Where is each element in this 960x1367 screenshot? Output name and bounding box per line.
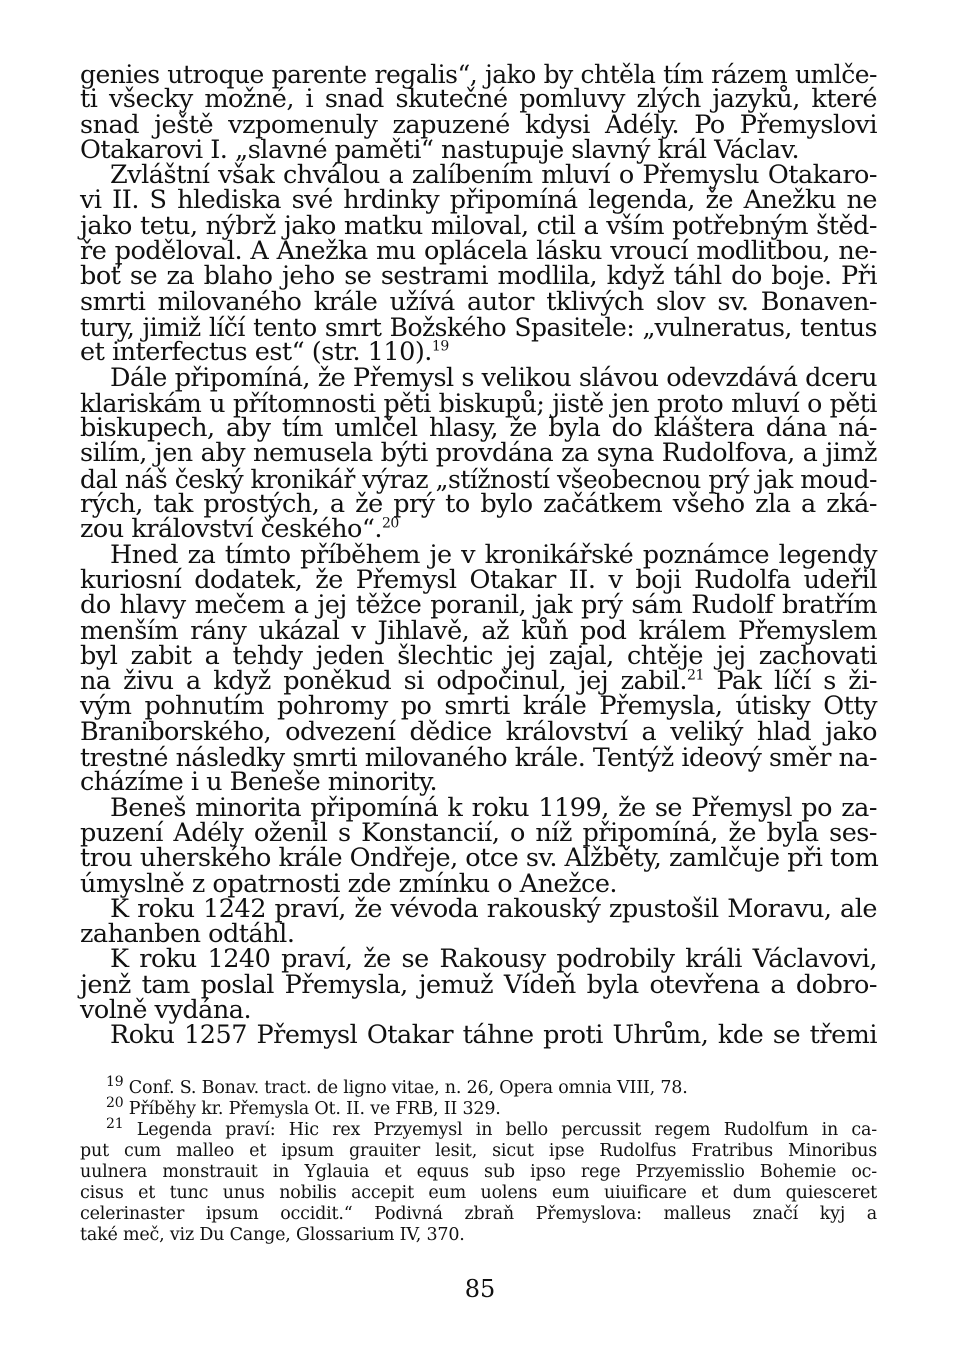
- line-text: Dále připomíná, že Přemysl s velikou slávou odevzdává dceru: [110, 362, 877, 393]
- footnote-text: celerinaster ipsum occidit.“ Podivná zbraň Přemyslova: malleus značí kyj a: [80, 1204, 877, 1224]
- line-text: boť se za blaho jeho se sestrami modlila, když táhl do boje. Při: [80, 261, 877, 292]
- line-text: cházíme i u Beneše minority.: [80, 767, 438, 798]
- footnote-line: [80, 1204, 877, 1225]
- line-text: úmyslně z opatrnosti zde zmínku o Anežce.: [80, 868, 618, 899]
- footnote-text: uulnera monstrauit in Yglauia et equus sub ipso rege Przyemisslio Bohemie oc-: [80, 1162, 877, 1182]
- text-line: [80, 1020, 877, 1051]
- line-text: dal náš český kronikář výraz „stížností všeobecnou prý jak moud-: [80, 464, 877, 494]
- footnote-text: Conf. S. Bonav. tract. de ligno vitae, n. 26, Opera omnia VIII, 78.: [128, 1078, 688, 1098]
- line-text: biskupech, aby tím umlčel hlasy, že byla do kláštera dána ná-: [80, 413, 877, 444]
- line-text: Beneš minorita připomíná k roku 1199, že se Přemysl po za-: [110, 792, 877, 823]
- footnote-number: 20: [106, 1095, 124, 1112]
- line-text: K roku 1242 praví, že vévoda rakouský zpustošil Moravu, ale: [110, 893, 877, 924]
- line-text: klariskám u přítomnosti pěti biskupů; jistě jen proto mluví o pěti: [80, 388, 877, 418]
- footnote-ref: 19: [431, 338, 449, 355]
- footnotes: [80, 1074, 877, 1246]
- footnote-line: [80, 1116, 877, 1141]
- line-text: Otakarovi I. „slavné paměti“ nastupuje slavný král Václav.: [80, 134, 800, 165]
- line-text: rých, tak prostých, a že prý to bylo začátkem všeho zla a zká-: [80, 489, 877, 520]
- line-text: snad ještě vzpomenuly zapuzené kdysi Adély. Po Přemyslovi: [80, 109, 877, 140]
- line-text: smrti milovaného krále užívá autor tklivých slov sv. Bonaven-: [80, 286, 877, 317]
- line-text: do hlavy mečem a jej těžce poranil, jak prý sám Rudolf bratřím: [80, 590, 877, 621]
- footnote-text: také meč, viz Du Cange, Glossarium IV, 370.: [80, 1225, 465, 1245]
- line-text: kuriosní dodatek, že Přemysl Otakar II. v boji Rudolfa udeřil: [80, 564, 877, 595]
- line-text: silím, jen aby nemusela býti provdána za syna Rudolfova, a jimž: [80, 438, 877, 469]
- body-text: [80, 62, 877, 1049]
- line-text: tury, jimiž líčí tento smrt Božského Spasitele: „vulneratus, tentus: [80, 312, 877, 342]
- line-text: byl zabit a tehdy jeden šlechtic jej zajal, chtěje jej zachovati: [80, 640, 877, 671]
- line-text: et interfectus est“ (str. 110).: [80, 337, 432, 368]
- line-text: trestné následky smrti milovaného krále. Tentýž ideový směr na-: [80, 743, 877, 773]
- line-text: jenž tam poslal Přemysla, jemuž Vídeň byla otevřena a dobro-: [80, 969, 877, 1000]
- footnote-number: 21: [106, 1116, 124, 1133]
- text-line: [80, 362, 877, 393]
- footnote-line: [80, 1162, 877, 1183]
- footnote-text: Legenda praví: Hic rex Przyemysl in bello percussit regem Rudolfum in ca-: [136, 1120, 877, 1140]
- line-text: vi II. S hlediska své hrdinky připomíná legenda, že Anežku ne: [80, 185, 877, 216]
- footnote-text: put cum malleo et ipsum grauiter lesit, sicut ipse Rudolfus Fratribus Minoribus: [80, 1141, 877, 1161]
- line-text: Zvláštní však chválou a zalíbením mluví o Přemyslu Otakaro-: [110, 160, 877, 191]
- footnote-ref: 21: [687, 667, 704, 684]
- footnote-text: cisus et tunc unus nobilis accepit eum uolens eum uiuificare et dum quiesceret: [80, 1183, 877, 1203]
- line-text: ře poděloval. A Anežka mu oplácela lásku vroucí modlitbou, ne-: [80, 236, 877, 267]
- footnote-line: [80, 1074, 877, 1099]
- footnote-text: Příběhy kr. Přemysla Ot. II. ve FRB, II 329.: [128, 1099, 501, 1119]
- footnote-line: [80, 1141, 877, 1162]
- line-text: Hned za tímto příběhem je v kronikářské poznámce legendy: [110, 539, 877, 570]
- footnote-line: [80, 1095, 877, 1120]
- text-line: [80, 716, 877, 747]
- line-text: ti všecky možné, i snad skutečné pomluvy zlých jazyků, které: [80, 84, 877, 115]
- text-line: [80, 438, 877, 469]
- line-text-after: Pak líčí s ži-: [703, 666, 877, 697]
- line-text: volně vydána.: [80, 994, 252, 1025]
- page-number: 85: [464, 1275, 496, 1303]
- line-text: zahanben odtáhl.: [80, 919, 295, 950]
- line-text: menším rány ukázal v Jihlavě, až kůň pod králem Přemyslem: [80, 615, 877, 646]
- line-text: vým pohnutím pohromy po smrti krále Přemysla, útisky Otty: [80, 691, 877, 722]
- text-line: [80, 286, 877, 317]
- footnote-line: [80, 1225, 877, 1246]
- line-text: na živu a když poněkud si odpočinul, jej zabil.: [80, 666, 688, 697]
- line-text: K roku 1240 praví, že se Rakousy podrobily králi Václavovi,: [110, 944, 877, 975]
- footnote-ref: 20: [382, 515, 399, 532]
- line-text: jako tetu, nýbrž jako matku miloval, ctil a vším potřebným štěd-: [80, 210, 877, 241]
- line-text: genies utroque parente regalis“, jako by chtěla tím rázem umlče-: [80, 60, 877, 89]
- line-text: puzení Adély oženil s Konstancií, o níž připomíná, že byla ses-: [80, 817, 877, 848]
- line-text: Roku 1257 Přemysl Otakar táhne proti Uhrům, kde se třemi: [110, 1020, 877, 1051]
- footnote-line: [80, 1183, 877, 1204]
- footnote-number: 19: [106, 1074, 124, 1091]
- line-text: Braniborského, odvezení dědice království a veliký hlad jako: [80, 716, 877, 747]
- line-text: zou království českého“.: [80, 514, 382, 545]
- line-text: trou uherského krále Ondřeje, otce sv. Alžběty, zamlčuje při tom: [80, 843, 879, 874]
